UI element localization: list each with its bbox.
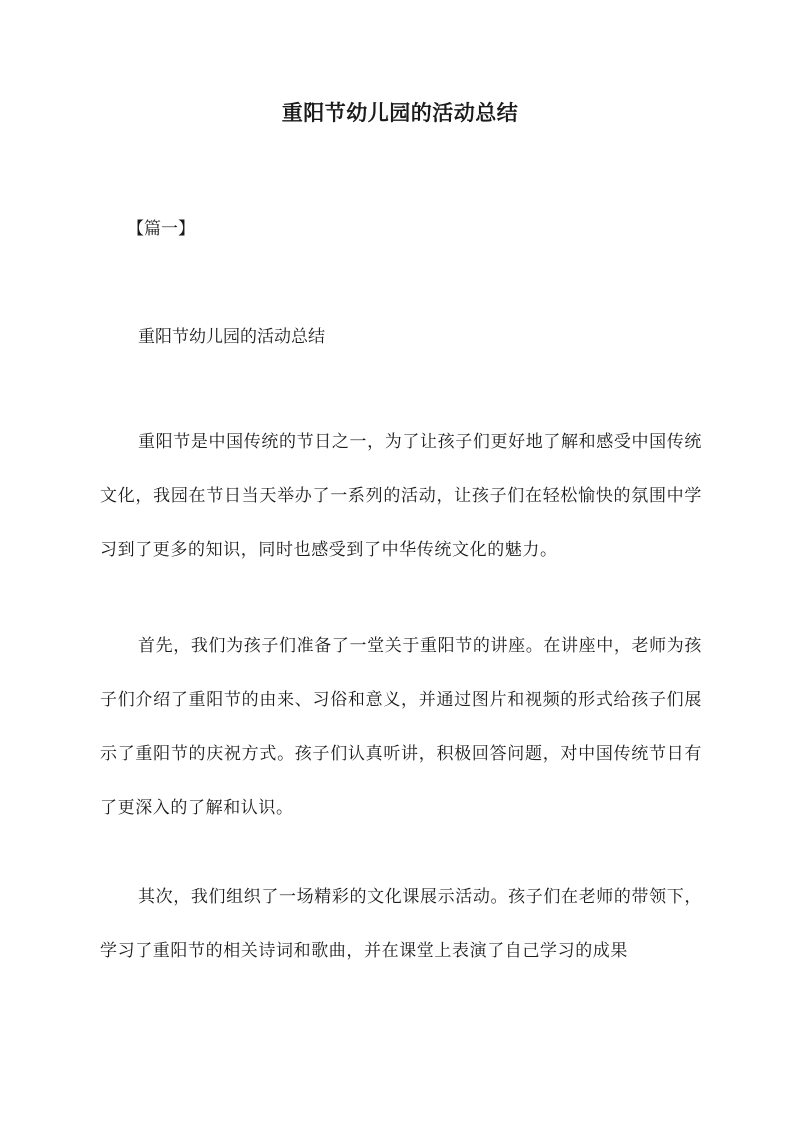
page-title: 重阳节幼儿园的活动总结 [281,100,519,125]
paragraph-1: 重阳节是中国传统的节日之一，为了让孩子们更好地了解和感受中国传统文化，我园在节日当天举办了一系列的活动，让孩子们在轻松愉快的氛围中学习到了更多的知识，同时也感受到了中华传统文化的魅力。 [100,432,702,560]
section-subtitle: 重阳节幼儿园的活动总结 [138,327,325,347]
paragraph-3: 其次，我们组织了一场精彩的文化课展示活动。孩子们在老师的带领下，学习了重阳节的相关诗词和歌曲，并在课堂上表演了自己学习的成果 [100,887,702,961]
section-label: 【篇一】 [127,219,195,239]
paragraph-2: 首先，我们为孩子们准备了一堂关于重阳节的讲座。在讲座中，老师为孩子们介绍了重阳节的由来、习俗和意义，并通过图片和视频的形式给孩子们展示了重阳节的庆祝方式。孩子们认真听讲，积极回答问题，对中国传统节日有了更深入的了解和认识。 [100,636,702,818]
